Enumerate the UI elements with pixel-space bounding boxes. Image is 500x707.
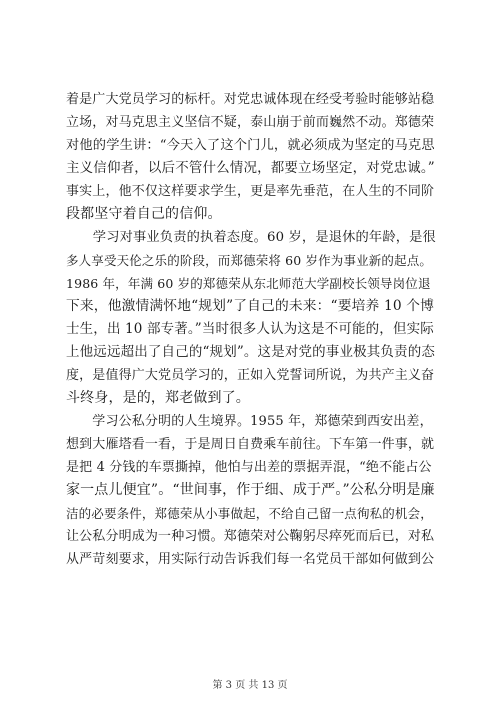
text-line: 士生，出 10 部专著。”当时很多人认为这是不可能的，但实际 (66, 321, 434, 337)
text-line: 主义信仰者，以后不管什么情况，都要立场坚定，对党忠诚。” (66, 160, 435, 176)
text-line: 立场，对马克思主义坚信不疑，泰山崩于前而巍然不动。郑德荣 (66, 115, 435, 130)
text-line: 让公私分明成为一种习惯。郑德荣对公鞠躬尽瘁死而后已，对私 (66, 529, 435, 544)
text-line: 段都坚守着自己的信仰。 (66, 206, 222, 222)
text-line: 上他远远超出了自己的“规划”。这是对党的事业极其负责的态 (66, 344, 436, 360)
text-line: 想到大雁塔看一看，于是周日自费乘车前往。下车第一件事，就 (66, 437, 435, 452)
text-line: 洁的必要条件，郑德荣从小事做起，不给自己留一点徇私的机会， (66, 506, 433, 521)
text-line: 对他的学生讲：“今天入了这个门儿，就必须成为坚定的马克思 (66, 138, 435, 153)
text-line: 学习对事业负责的执着态度。60 岁，是退休的年龄，是很 (66, 230, 436, 245)
text-line: 事实上，他不仅这样要求学生，更是率先垂范，在人生的不同阶 (66, 184, 435, 199)
text-line: 下来，他激情满怀地“规划”了自己的未来：“要培养 10 个博 (66, 298, 435, 314)
text-line: 学习公私分明的人生境界。1955 年，郑德荣到西安出差， (66, 414, 433, 429)
text-line: 是把 4 分钱的车票撕掉，他怕与出差的票据弄混，“绝不能占公 (66, 460, 432, 475)
text-line: 多人享受天伦之乐的阶段，而郑德荣将 60 岁作为事业新的起点。 (66, 253, 433, 268)
text-line: 着是广大党员学习的标杆。对党忠诚体现在经受考验时能够站稳 (66, 92, 435, 107)
text-line: 1986 年，年满 60 岁的郑德荣从东北师范大学副校长领导岗位退 (66, 276, 431, 291)
body-text (66, 88, 436, 571)
text-line: 度，是值得广大党员学习的，正如入党誓词所说，为共产主义奋 (66, 368, 435, 383)
page-footer: 第 3 页 共 13 页 (212, 680, 288, 691)
text-line: 家一点儿便宜”。“世间事，作于细、成于严。”公私分明是廉 (66, 482, 435, 498)
text-line: 从严苛刻要求，用实际行动告诉我们每一名党员干部如何做到公 (66, 552, 435, 567)
text-line: 斗终身，是的，郑老做到了。 (66, 390, 250, 406)
